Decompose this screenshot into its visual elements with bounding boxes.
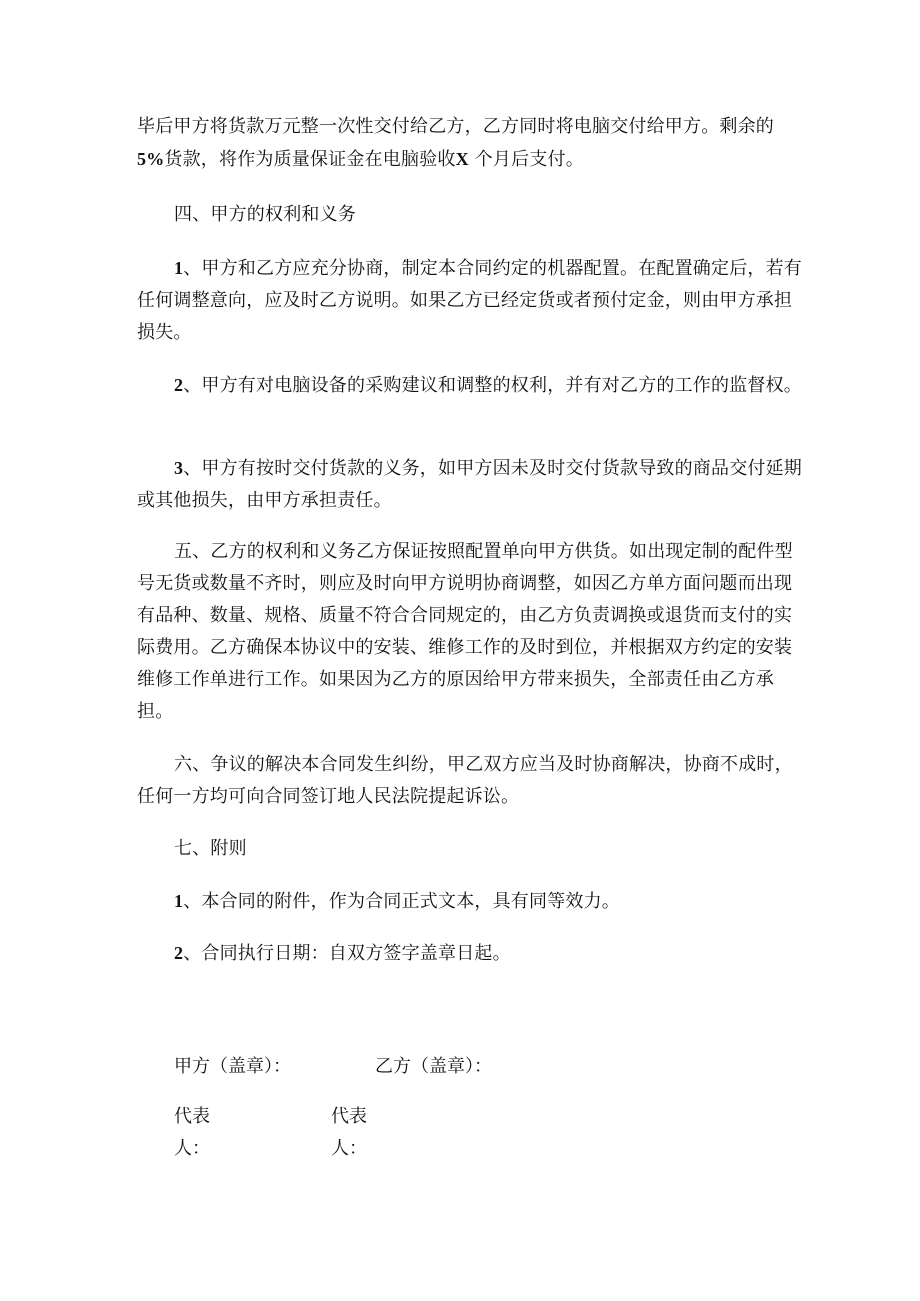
payment-line-2a: 货款，将作为质量保证金在电脑验收 bbox=[164, 149, 456, 170]
party-a-seal-label: 甲方（盖章）： bbox=[174, 1056, 291, 1077]
item-text: 、甲方有对电脑设备的采购建议和调整的权利，并有对乙方的工作的监督权。 bbox=[183, 375, 802, 396]
item-text: 、合同执行日期：自双方签字盖章日起。 bbox=[183, 943, 511, 964]
section-7-heading: 七、附则 bbox=[174, 838, 247, 859]
item-number: 3 bbox=[174, 458, 184, 478]
section-4-item-2 bbox=[137, 369, 807, 402]
section-7-item-1 bbox=[137, 885, 807, 918]
month-count-placeholder: X bbox=[455, 149, 469, 169]
item-number: 2 bbox=[174, 375, 184, 395]
item-number: 2 bbox=[174, 943, 184, 963]
payment-paragraph bbox=[137, 111, 807, 176]
item-number: 1 bbox=[174, 258, 184, 278]
payment-line-1: 毕后甲方将货款万元整一次性交付给乙方，乙方同时将电脑交付给甲方。剩余的 bbox=[137, 116, 774, 137]
item-text: 、甲方有按时交付货款的义务，如甲方因未及时交付货款导致的商品交付延期或其他损失，由甲方承担责任。 bbox=[137, 458, 802, 511]
retention-percent: 5% bbox=[137, 149, 165, 169]
party-b-seal-label: 乙方（盖章）： bbox=[375, 1056, 492, 1077]
section-4-item-3 bbox=[137, 452, 807, 517]
item-text: 、甲方和乙方应充分协商，制定本合同约定的机器配置。在配置确定后，若有任何调整意向，应及时乙方说明。如果乙方已经定货或者预付定金，则由甲方承担损失。 bbox=[137, 258, 802, 343]
item-number: 1 bbox=[174, 891, 184, 911]
section-7-item-2 bbox=[137, 937, 807, 970]
item-text: 、本合同的附件，作为合同正式文本，具有同等效力。 bbox=[183, 891, 621, 912]
section-4-heading: 四、甲方的权利和义务 bbox=[174, 204, 356, 225]
payment-line-2b: 个月后支付。 bbox=[468, 149, 584, 170]
party-b-representative-label: 代表人： bbox=[331, 1106, 367, 1159]
section-6-paragraph: 六、争议的解决本合同发生纠纷，甲乙双方应当及时协商解决，协商不成时，任何一方均可向合同签订地人民法院提起诉讼。 bbox=[137, 754, 793, 807]
party-a-representative-label: 代表人： bbox=[174, 1106, 210, 1159]
section-5-paragraph: 五、乙方的权利和义务乙方保证按照配置单向甲方供货。如出现定制的配件型号无货或数量不齐时，则应及时向甲方说明协商调整，如因乙方单方面问题而出现有品种、数量、规格、质量不符合合同规定的，由乙方负责调换或退货而支付的实际费用。乙方确保本协议中的安装、维修工作的及时到位，并根据双方约定的安装维修工作单进行工作。如果因为乙方的原因给甲方带来损失，全部责任由乙方承担。 bbox=[137, 541, 793, 722]
section-4-item-1 bbox=[137, 252, 807, 349]
